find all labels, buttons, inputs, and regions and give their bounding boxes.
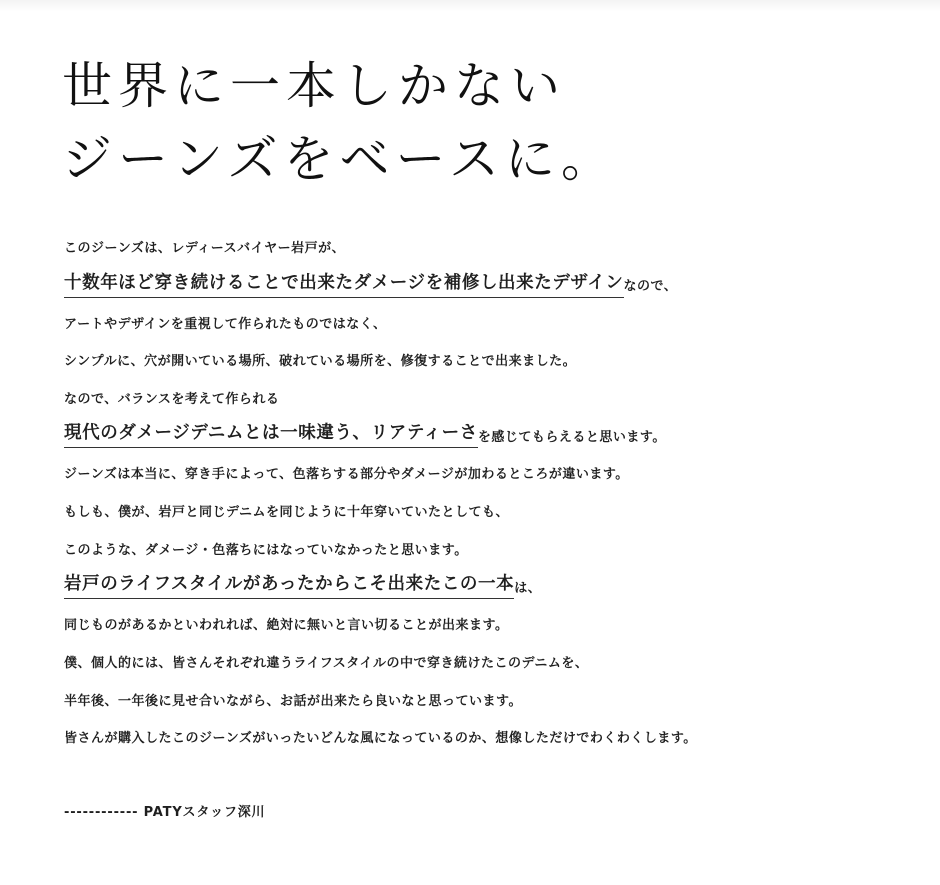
body-line-highlight — [64, 416, 924, 454]
body-line — [64, 454, 924, 492]
top-band — [0, 0, 940, 12]
body-text — [64, 228, 924, 756]
body-line — [64, 303, 924, 341]
body-line — [64, 530, 924, 568]
body-line — [64, 492, 924, 530]
body-line — [64, 643, 924, 681]
body-line-text: なので、バランスを考えて作られる — [64, 392, 280, 408]
body-line — [64, 228, 924, 266]
headline-line-1: 世界に一本しかない — [62, 57, 566, 115]
body-line-text: 同じものがあるかといわれれば、絶対に無いと言い切ることが出来ます。 — [64, 618, 509, 634]
headline-line-2: ジーンズをベースに。 — [62, 130, 617, 188]
body-line — [64, 341, 924, 379]
highlight-phrase: 現代のダメージデニムとは一味違う、リアティーさ — [64, 422, 478, 448]
highlight-phrase: 十数年ほど穿き続けることで出来たダメージを補修し出来たデザイン — [64, 272, 624, 298]
body-line — [64, 379, 924, 417]
body-line-text: 半年後、一年後に見せ合いながら、お話が出来たら良いなと思っています。 — [64, 693, 522, 709]
body-line-text: アートやデザインを重視して作られたものではなく、 — [64, 316, 387, 332]
highlight-phrase: 岩戸のライフスタイルがあったからこそ出来たこの一本 — [64, 573, 514, 599]
body-line-text: このジーンズは、レディースバイヤー岩戸が、 — [64, 241, 346, 257]
body-line-text: ジーンズは本当に、穿き手によって、色落ちする部分やダメージが加わるところが違います。 — [64, 467, 629, 483]
signature: ------------ PATYスタッフ深川 — [64, 805, 266, 820]
body-line-highlight — [64, 567, 924, 605]
body-line-text: シンプルに、穴が開いている場所、破れている場所を、修復することで出来ました。 — [64, 354, 577, 370]
body-line-highlight — [64, 266, 924, 304]
body-line-text: もしも、僕が、岩戸と同じデニムを同じように十年穿いていたとしても、 — [64, 505, 509, 521]
body-line-tail: なので、 — [623, 279, 678, 295]
body-line-text: このような、ダメージ・色落ちにはなっていなかったと思います。 — [64, 542, 468, 558]
headline — [62, 50, 617, 196]
body-line-text: 皆さんが購入したこのジーンズがいったいどんな風になっているのか、想像しただけでわくわくします。 — [64, 731, 697, 747]
body-line — [64, 605, 924, 643]
body-line-tail: を感じてもらえると思います。 — [477, 429, 666, 445]
body-line — [64, 718, 924, 756]
body-line-tail: は、 — [514, 580, 542, 596]
body-line-text: 僕、個人的には、皆さんそれぞれ違うライフスタイルの中で穿き続けたこのデニムを、 — [64, 655, 589, 671]
body-line — [64, 680, 924, 718]
